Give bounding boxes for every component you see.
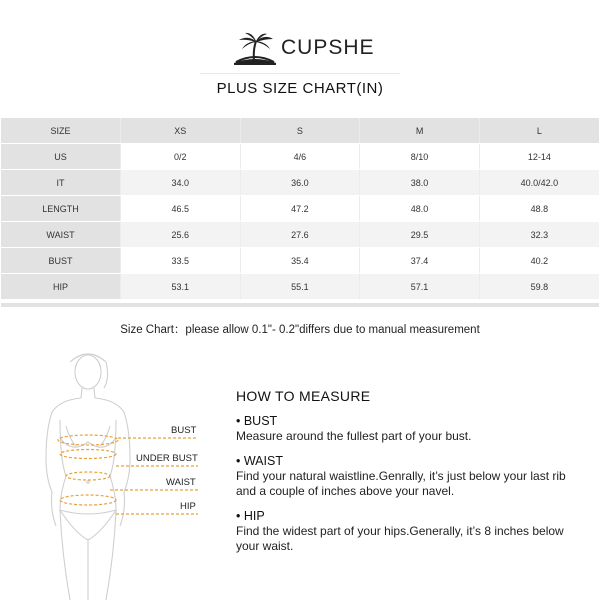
measure-item-hip — [236, 509, 586, 554]
measure-item-waist — [236, 454, 586, 499]
table-cell: 33.5 — [121, 248, 241, 274]
table-cell: 35.4 — [240, 248, 360, 274]
table-cell: 40.0/42.0 — [479, 170, 599, 196]
table-cell: 29.5 — [360, 222, 480, 248]
row-label: US — [1, 144, 121, 170]
table-cell: 40.2 — [479, 248, 599, 274]
waist-marker-label: WAIST — [166, 477, 196, 488]
table-cell: 0/2 — [121, 144, 241, 170]
body-outline-icon — [30, 350, 200, 600]
table-header-cell: S — [240, 118, 360, 144]
palm-island-icon — [232, 32, 278, 66]
table-cell: 55.1 — [240, 274, 360, 300]
row-label: BUST — [1, 248, 121, 274]
table-header-row — [1, 118, 599, 144]
table-cell: 12-14 — [479, 144, 599, 170]
table-cell: 25.6 — [121, 222, 241, 248]
measure-item-bust — [236, 414, 586, 444]
table-header-cell: XS — [121, 118, 241, 144]
row-label: IT — [1, 170, 121, 196]
table-cell: 47.2 — [240, 196, 360, 222]
measure-item-heading: • BUST — [236, 414, 278, 428]
table-row — [1, 170, 599, 196]
under-bust-marker-label: UNDER BUST — [136, 453, 198, 464]
table-row — [1, 222, 599, 248]
brand-name: CUPSHE — [281, 36, 375, 59]
table-cell: 53.1 — [121, 274, 241, 300]
table-cell: 27.6 — [240, 222, 360, 248]
table-header-cell: M — [360, 118, 480, 144]
chart-title: PLUS SIZE CHART(IN) — [216, 80, 384, 97]
row-label: LENGTH — [1, 196, 121, 222]
table-bottom-border — [1, 303, 599, 307]
table-cell: 32.3 — [479, 222, 599, 248]
table-row — [1, 248, 599, 274]
measure-item-text: Measure around the fullest part of your bust. — [236, 429, 472, 443]
table-cell: 46.5 — [121, 196, 241, 222]
table-cell: 4/6 — [240, 144, 360, 170]
brand-divider — [200, 73, 400, 74]
table-cell: 57.1 — [360, 274, 480, 300]
table-cell: 34.0 — [121, 170, 241, 196]
table-header-label: SIZE — [1, 118, 121, 144]
measurement-note: Size Chart：please allow 0.1"- 0.2"differs due to manual measurement — [120, 324, 480, 336]
measure-item-heading: • WAIST — [236, 454, 283, 468]
row-label: HIP — [1, 274, 121, 300]
table-row — [1, 196, 599, 222]
measure-item-text: Find your natural waistline.Genrally, it’s just below your last rib and a couple of inches above your navel. — [236, 469, 566, 498]
table-cell: 48.8 — [479, 196, 599, 222]
table-row — [1, 274, 599, 300]
hip-marker-label: HIP — [180, 501, 196, 512]
how-to-measure — [236, 388, 586, 564]
measure-item-text: Find the widest part of your hips.Generally, it’s 8 inches below your waist. — [236, 524, 564, 553]
bust-marker-label: BUST — [171, 425, 197, 436]
row-label: WAIST — [1, 222, 121, 248]
table-cell: 37.4 — [360, 248, 480, 274]
table-header-cell: L — [479, 118, 599, 144]
table-cell: 48.0 — [360, 196, 480, 222]
table-cell: 8/10 — [360, 144, 480, 170]
body-figure — [30, 350, 200, 600]
table-row — [1, 144, 599, 170]
size-table — [1, 118, 599, 300]
brand-header — [0, 32, 600, 68]
table-cell: 36.0 — [240, 170, 360, 196]
table-cell: 38.0 — [360, 170, 480, 196]
measure-item-heading: • HIP — [236, 509, 265, 523]
table-cell: 59.8 — [479, 274, 599, 300]
how-to-measure-title: HOW TO MEASURE — [236, 388, 371, 404]
